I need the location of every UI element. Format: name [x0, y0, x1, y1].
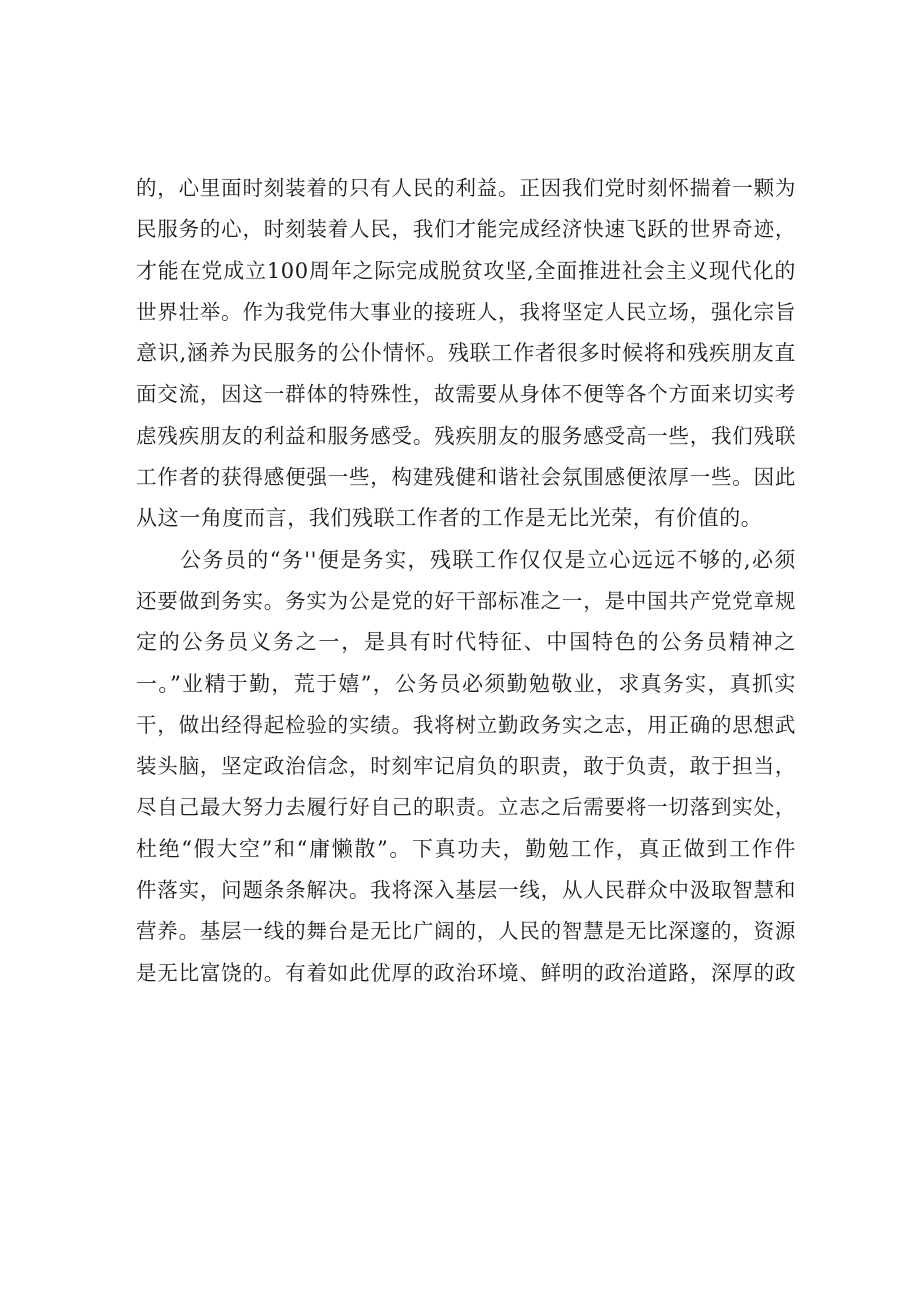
document-body	[136, 168, 796, 994]
paragraph-1	[136, 168, 796, 540]
text-line: 杜绝“假大空”和“庸懒散”。下真功夫，勤勉工作，真正做到工作件	[136, 836, 796, 861]
text-line: 干，做出经得起检验的实绩。我将树立勤政务实之志，用正确的思想武	[136, 712, 796, 737]
text-line: 尽自己最大努力去履行好自己的职责。立志之后需要将一切落到实处，	[136, 795, 796, 820]
text-line: 民服务的心，时刻装着人民，我们才能完成经济快速飞跃的世界奇迹，	[136, 217, 796, 242]
text-line: 意识,涵养为民服务的公仆情怀。残联工作者很多时候将和残疾朋友直	[136, 341, 796, 366]
text-line: 还要做到务实。务实为公是党的好干部标准之一，是中国共产党党章规	[136, 588, 796, 613]
text-line: 工作者的获得感便强一些，构建残健和谐社会氛围感便浓厚一些。因此	[136, 465, 796, 490]
text-line: 一。”业精于勤，荒于嬉”，公务员必须勤勉敬业，求真务实，真抓实	[136, 671, 796, 696]
text-line-last: 从这一角度而言，我们残联工作者的工作是无比光荣，有价值的。	[136, 506, 763, 531]
text-line: 的，心里面时刻装着的只有人民的利益。正因我们党时刻怀揣着一颗为	[136, 176, 796, 200]
text-line: 面交流，因这一群体的特殊性，故需要从身体不便等各个方面来切实考	[136, 382, 796, 407]
text-line: 装头脑，坚定政治信念，时刻牢记肩负的职责，敢于负责，敢于担当，	[136, 754, 796, 779]
text-line-first: 公务员的“务''便是务实，残联工作仅仅是立心远远不够的,必须	[180, 547, 796, 572]
text-line: 营养。基层一线的舞台是无比广阔的，人民的智慧是无比深邃的，资源	[136, 919, 796, 944]
text-line: 件落实，问题条条解决。我将深入基层一线，从人民群众中汲取智慧和	[136, 878, 796, 903]
text-line: 虑残疾朋友的利益和服务感受。残疾朋友的服务感受高一些，我们残联	[136, 423, 796, 448]
text-line: 定的公务员义务之一，是具有时代特征、中国特色的公务员精神之	[136, 630, 796, 655]
paragraph-2	[136, 540, 796, 994]
text-line: 是无比富饶的。有着如此优厚的政治环境、鲜明的政治道路，深厚的政	[136, 960, 796, 985]
text-line: 世界壮举。作为我党伟大事业的接班人，我将坚定人民立场，强化宗旨	[136, 299, 796, 324]
text-line: 才能在党成立100周年之际完成脱贫攻坚,全面推进社会主义现代化的	[136, 258, 796, 283]
